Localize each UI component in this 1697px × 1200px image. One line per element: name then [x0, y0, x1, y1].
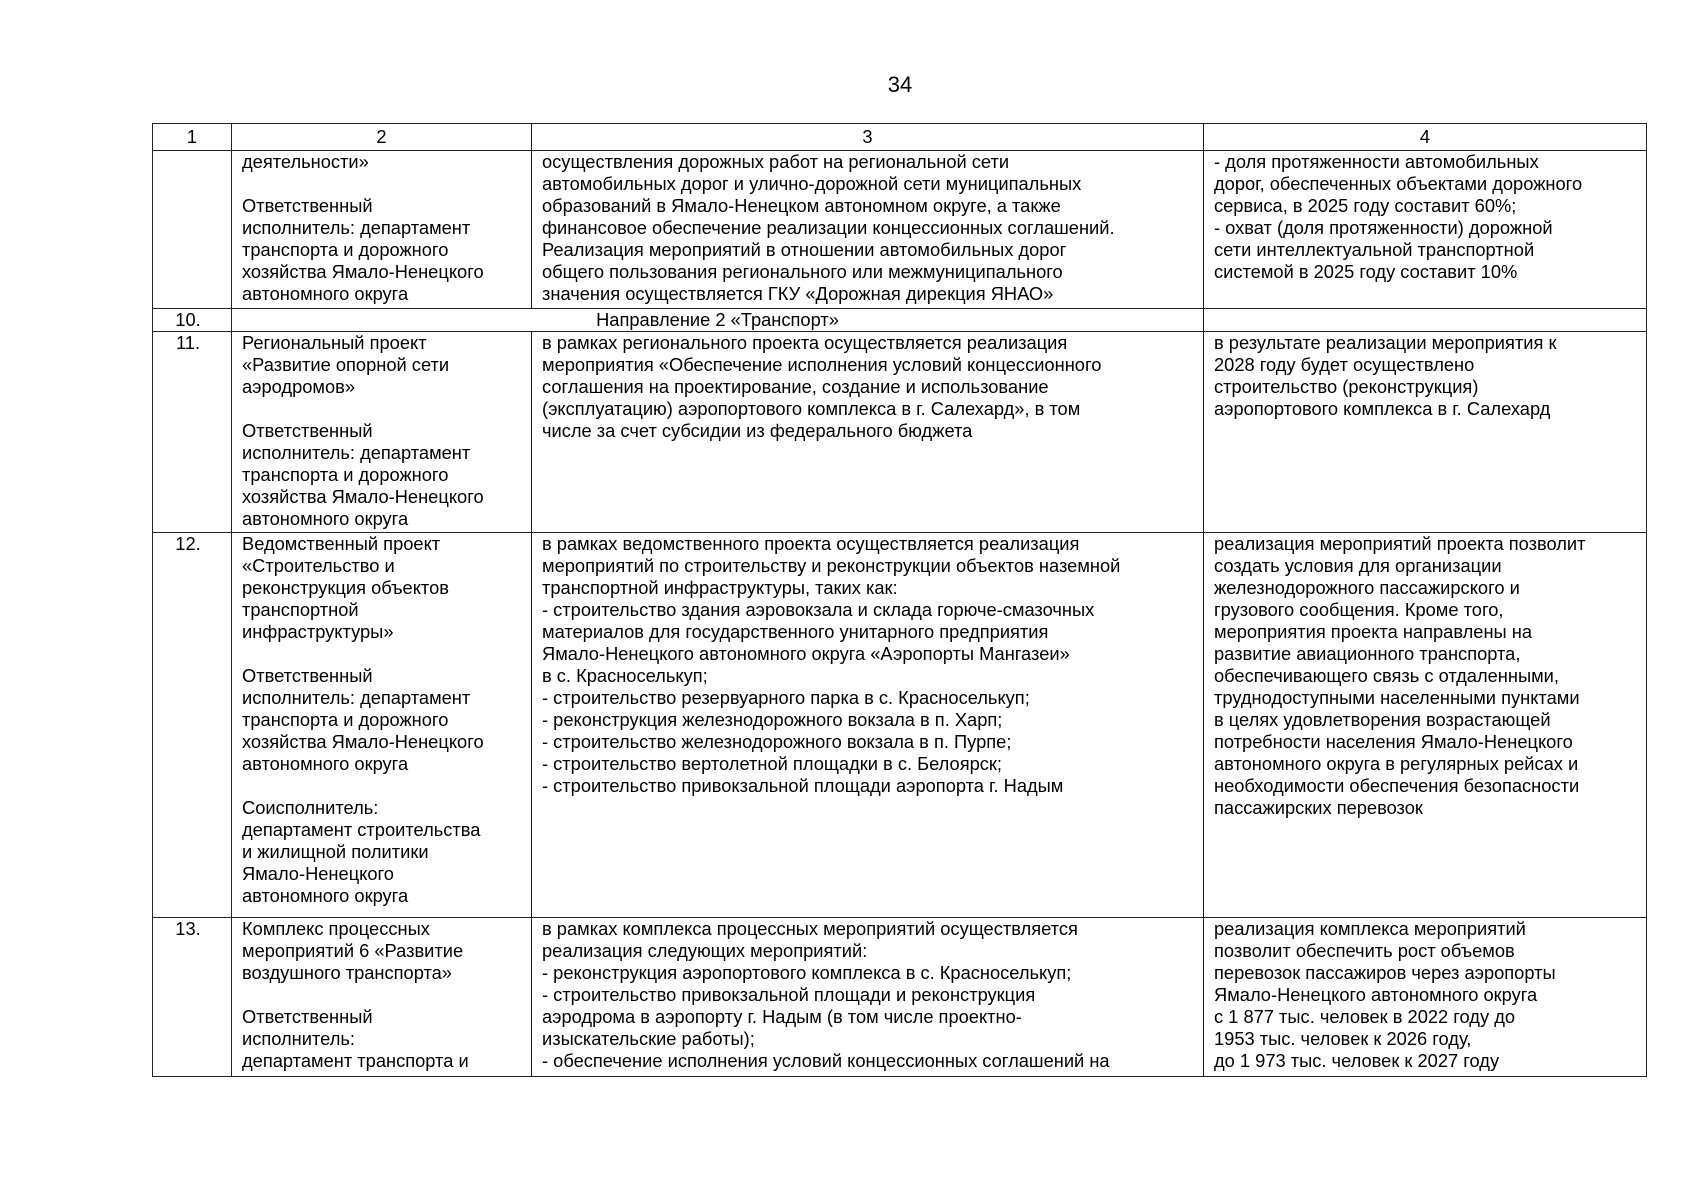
table-row — [153, 309, 1647, 332]
project-text: Комплекс процессных мероприятий 6 «Развитие воздушного транспорта» Ответственный исполнитель: департамент транспорта и — [242, 918, 469, 1071]
results-cell — [1204, 332, 1647, 533]
project-cell — [232, 918, 532, 1077]
row-number: 11. — [153, 332, 232, 533]
table-row — [153, 918, 1647, 1077]
measures-cell — [532, 533, 1204, 918]
direction-heading — [232, 309, 1204, 332]
measures-text: в рамках ведомственного проекта осуществляется реализация мероприятий по строительству и реконструкции объектов наземной транспортной инфраструктуры, таких как: - строительство здания аэровокзала и склада горюче-смазочных материалов для государственного унитарного предприятия Ямало-Ненецкого автономного округа «Аэропорты Мангазеи» в с. Красноселькуп; - строительство резервуарного парка в с. Красноселькуп; - реконструкция железнодорожного вокзала в п. Харп; - строительство железнодорожного вокзала в п. Пурпе; - строительство вертолетной площадки в с. Белоярск; - строительство привокзальной площади аэропорта г. Надым — [542, 533, 1121, 796]
row-number: 12. — [153, 533, 232, 918]
row-number: 13. — [153, 918, 232, 1077]
project-cell — [232, 533, 532, 918]
results-cell — [1204, 918, 1647, 1077]
row-number — [153, 151, 232, 309]
project-cell — [232, 151, 532, 309]
results-text: в результате реализации мероприятия к 2028 году будет осуществлено строительство (реконструкция) аэропортового комплекса в г. Салехард — [1214, 332, 1557, 419]
measures-cell — [532, 332, 1204, 533]
results-text: реализация комплекса мероприятий позволит обеспечить рост объемов перевозок пассажиров через аэропорты Ямало-Ненецкого автономного округа с 1 877 тыс. человек в 2022 году до 1953 тыс. человек к 2026 году, до 1 973 тыс. человек к 2027 году — [1214, 918, 1556, 1071]
project-text: Ведомственный проект «Строительство и реконструкция объектов транспортной инфраструктуры» Ответственный исполнитель: департамент транспорта и дорожного хозяйства Ямало-Ненецкого автономного округа Соисполнитель: департамент строительства и жилищной политики Ямало-Ненецкого автономного округа — [242, 533, 484, 906]
table-row — [153, 151, 1647, 309]
table-header-row — [153, 124, 1647, 151]
table-row — [153, 533, 1647, 918]
measures-text: в рамках комплекса процессных мероприятий осуществляется реализация следующих мероприятий: - реконструкция аэропортового комплекса в с. Красноселькуп; - строительство привокзальной площади и реконструкция аэродрома в аэропорту г. Надым (в том числе проектно- изыскательские работы); - обеспечение исполнения условий концессионных соглашений на — [542, 918, 1110, 1071]
table-row — [153, 332, 1647, 533]
measures-cell — [532, 918, 1204, 1077]
direction-text: Направление 2 «Транспорт» — [596, 309, 839, 330]
row-number: 10. — [153, 309, 232, 332]
project-text: Региональный проект «Развитие опорной сети аэродромов» Ответственный исполнитель: департамент транспорта и дорожного хозяйства Ямало-Ненецкого автономного округа — [242, 332, 484, 529]
project-cell — [232, 332, 532, 533]
empty-cell — [1204, 309, 1647, 332]
measures-text: осуществления дорожных работ на региональной сети автомобильных дорог и улично-дорожной сети муниципальных образований в Ямало-Ненецком автономном округе, а также финансовое обеспечение реализации концессионных соглашений. Реализация мероприятий в отношении автомобильных дорог общего пользования регионального или межмуниципального значения осуществляется ГКУ «Дорожная дирекция ЯНАО» — [542, 151, 1115, 304]
program-table — [152, 123, 1647, 1077]
page-number: 34 — [887, 72, 913, 97]
measures-cell — [532, 151, 1204, 309]
measures-text: в рамках регионального проекта осуществляется реализация мероприятия «Обеспечение исполнения условий концессионного соглашения на проектирование, создание и использование (эксплуатацию) аэропортового комплекса в г. Салехард», в том числе за счет субсидии из федерального бюджета — [542, 332, 1102, 441]
header-col-1: 1 — [153, 124, 232, 151]
results-cell — [1204, 533, 1647, 918]
project-text: деятельности» Ответственный исполнитель: департамент транспорта и дорожного хозяйства Ямало-Ненецкого автономного округа — [242, 151, 484, 304]
results-text: - доля протяженности автомобильных дорог, обеспеченных объектами дорожного сервиса, в 2025 году составит 60%; - охват (доля протяженности) дорожной сети интеллектуальной транспортной системой в 2025 году составит 10% — [1214, 151, 1583, 282]
header-col-4: 4 — [1204, 124, 1647, 151]
header-col-3: 3 — [532, 124, 1204, 151]
header-col-2: 2 — [232, 124, 532, 151]
results-cell — [1204, 151, 1647, 309]
results-text: реализация мероприятий проекта позволит создать условия для организации железнодорожного пассажирского и грузового сообщения. Кроме того, мероприятия проекта направлены на развитие авиационного транспорта, обеспечивающего связь с отдаленными, труднодоступными населенными пунктами в целях удовлетворения возрастающей потребности населения Ямало-Ненецкого автономного округа в регулярных рейсах и необходимости обеспечения безопасности пассажирских перевозок — [1214, 533, 1586, 818]
